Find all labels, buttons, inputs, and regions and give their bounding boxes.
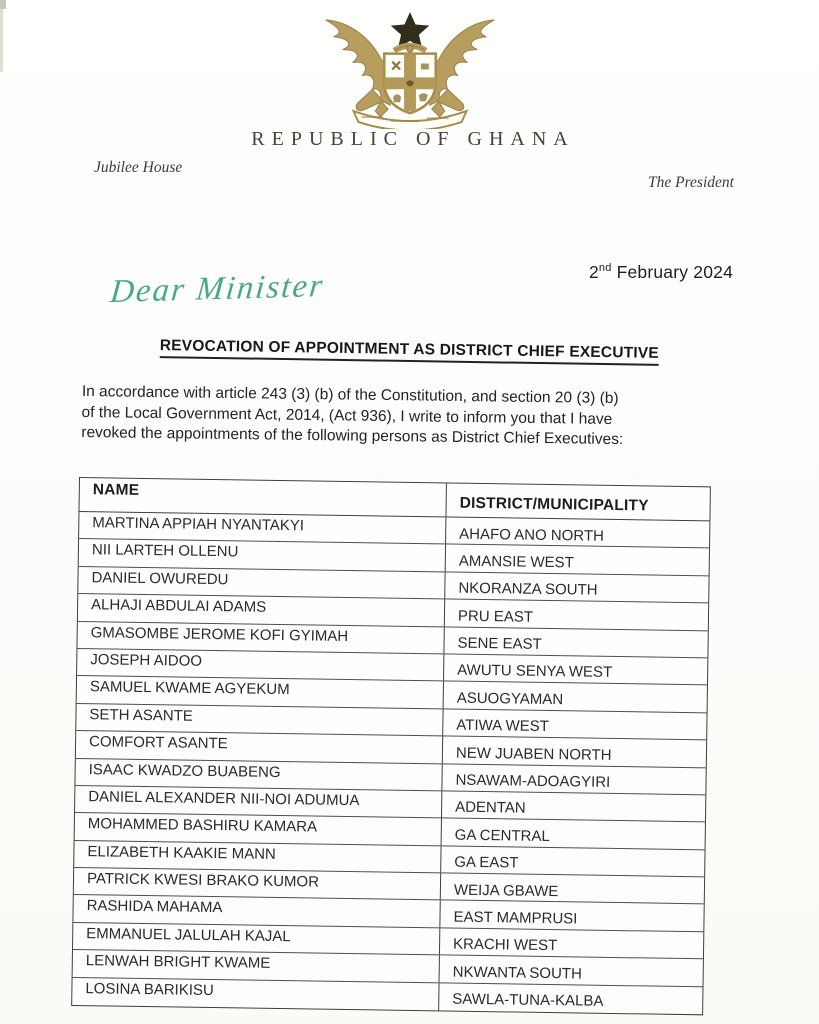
name-cell: MOHAMMED BASHIRU KAMARA: [75, 813, 442, 845]
name-cell: NII LARTEH OLLENU: [79, 539, 446, 571]
republic-of-ghana-title: REPUBLIC OF GHANA: [251, 128, 575, 150]
name-cell: JOSEPH AIDOO: [77, 649, 444, 681]
name-cell: DANIEL OWUREDU: [78, 567, 445, 599]
scan-corner-artifact: [0, 0, 6, 9]
body-line: In accordance with article 243 (3) (b) of the Constitution, and section 20 (3) (b): [81, 382, 619, 408]
table-header-district: DISTRICT/MUNICIPALITY: [459, 494, 649, 515]
letter-date: [589, 262, 733, 283]
date-ordinal: nd: [598, 262, 612, 275]
table-body: [72, 512, 709, 1014]
name-cell: ALHAJI ABDULAI ADAMS: [78, 594, 445, 626]
district-cell: SAWLA-TUNA-KALBA: [452, 990, 604, 1010]
name-cell: EMMANUEL JALULAH KAJAL: [73, 923, 440, 955]
district-cell: EAST MAMPRUSI: [453, 908, 578, 928]
district-cell: ASUOGYAMAN: [456, 689, 564, 709]
district-cell: WEIJA GBAWE: [453, 881, 559, 900]
name-cell: SETH ASANTE: [76, 704, 443, 736]
name-cell: LENWAH BRIGHT KWAME: [73, 950, 440, 982]
letter-body-paragraph: [81, 382, 752, 452]
name-cell: ISAAC KWADZO BUABENG: [75, 758, 442, 790]
table-header-name: NAME: [79, 478, 446, 516]
date-month-year: February 2024: [611, 262, 733, 282]
district-cell: NKORANZA SOUTH: [458, 579, 598, 599]
name-cell: PATRICK KWESI BRAKO KUMOR: [74, 868, 441, 900]
name-cell: LOSINA BARIKISU: [72, 978, 439, 1011]
ghana-coat-of-arms-icon: [296, 6, 524, 134]
district-cell: GA CENTRAL: [454, 826, 550, 845]
district-cell: NEW JUABEN NORTH: [455, 744, 612, 764]
name-cell: SAMUEL KWAME AGYEKUM: [77, 676, 444, 708]
handwritten-greeting: Dear Minister: [108, 268, 326, 311]
district-cell: ATIWA WEST: [456, 716, 549, 736]
name-cell: MARTINA APPIAH NYANTAKYI: [79, 512, 446, 544]
date-day: 2: [588, 262, 599, 282]
name-cell: GMASOMBE JEROME KOFI GYIMAH: [77, 622, 444, 654]
scan-edge-artifact: [0, 0, 3, 72]
jubilee-house-label: Jubilee House: [94, 159, 183, 176]
district-cell: AHAFO ANO NORTH: [459, 525, 605, 545]
district-cell: SENE EAST: [457, 634, 542, 653]
body-line: revoked the appointments of the following persons as District Chief Executives:: [81, 423, 624, 449]
revocation-table: [71, 477, 711, 1015]
the-president-label: The President: [648, 174, 734, 191]
district-cell: PRU EAST: [457, 607, 534, 626]
district-cell: ADENTAN: [455, 799, 526, 818]
district-cell: NKWANTA SOUTH: [452, 963, 582, 983]
district-cell: KRACHI WEST: [452, 935, 558, 955]
district-cell: AWUTU SENYA WEST: [457, 662, 613, 682]
name-cell: ELIZABETH KAAKIE MANN: [74, 841, 441, 873]
district-cell: AMANSIE WEST: [458, 552, 574, 572]
district-cell: GA EAST: [454, 853, 519, 872]
name-cell: RASHIDA MAHAMA: [73, 895, 440, 927]
letter-title-row: [0, 335, 819, 369]
body-line: of the Local Government Act, 2014, (Act 936), I write to inform you that I have: [81, 403, 613, 428]
district-cell: NSAWAM-ADOAGYIRI: [455, 771, 611, 791]
name-cell: DANIEL ALEXANDER NII-NOI ADUMUA: [75, 786, 442, 818]
letter-title: REVOCATION OF APPOINTMENT AS DISTRICT CHIEF EXECUTIVE: [160, 337, 659, 366]
name-cell: COMFORT ASANTE: [76, 731, 443, 763]
